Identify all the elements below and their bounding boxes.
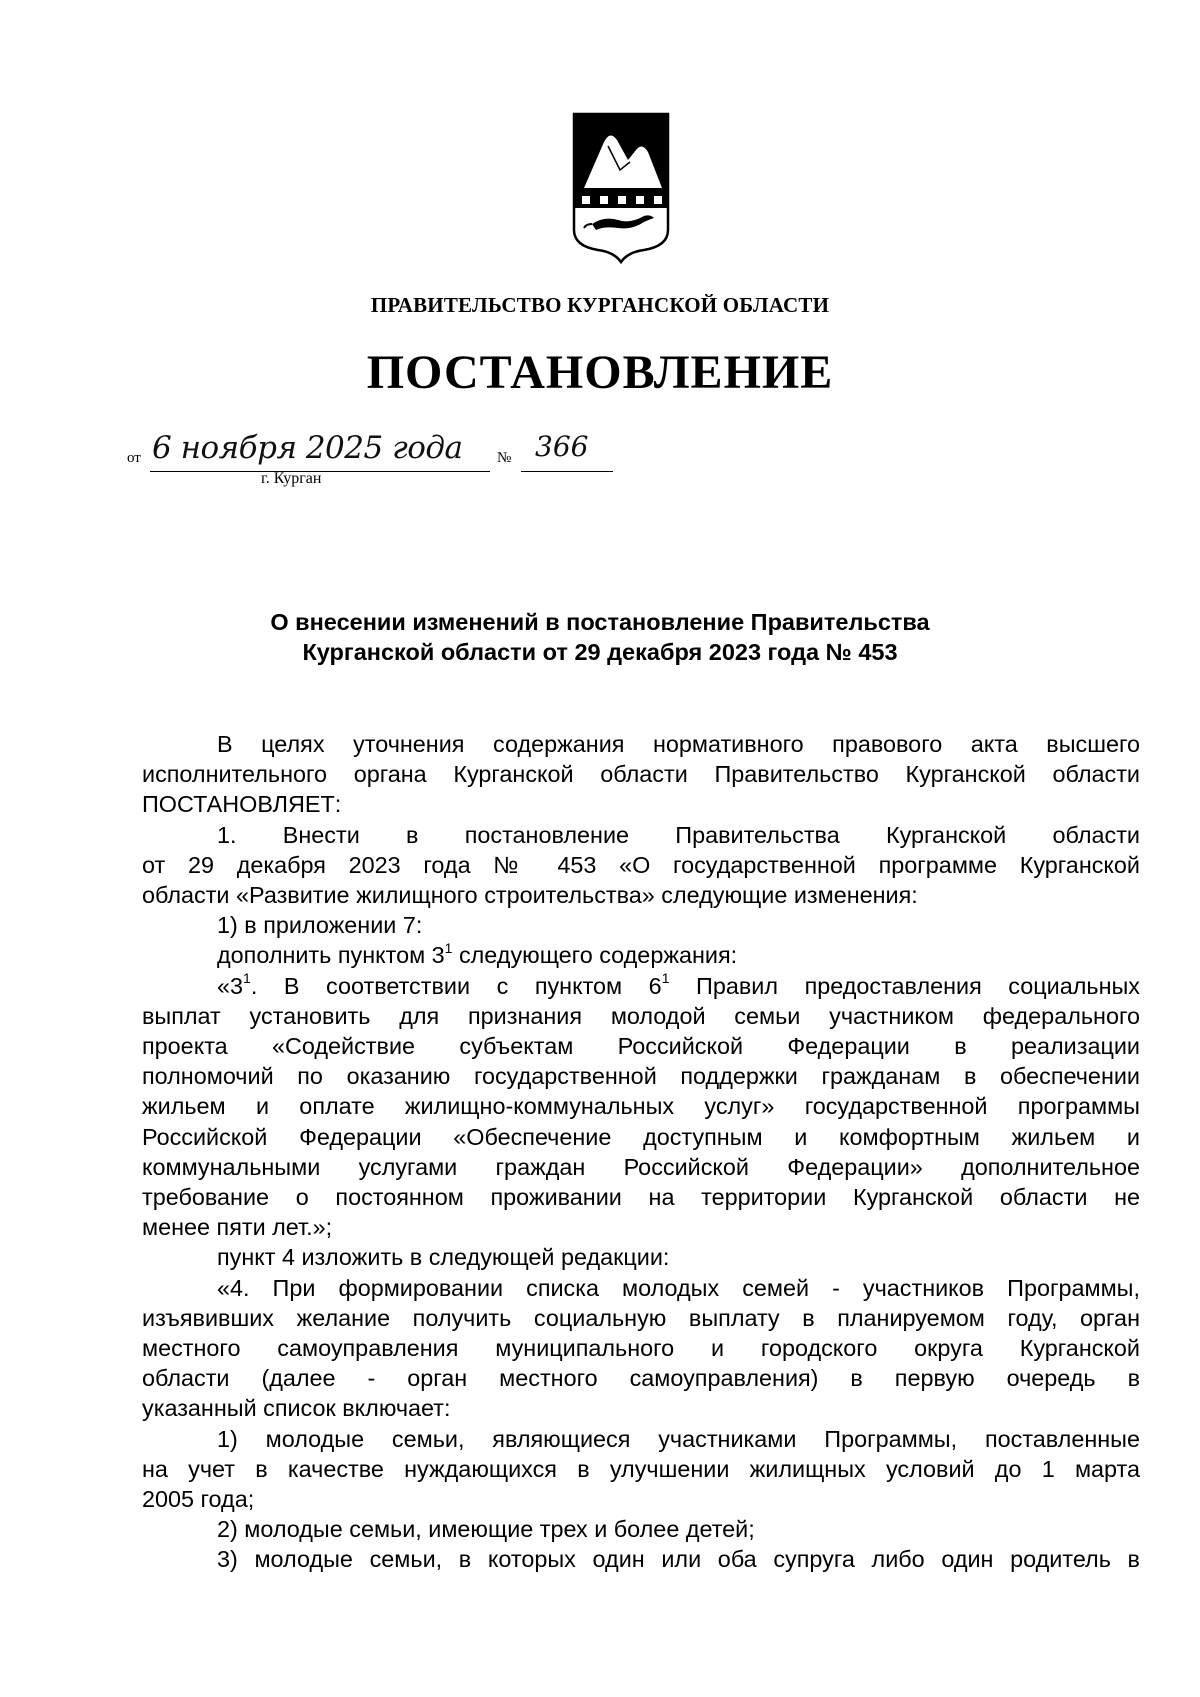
paragraph-line: исполнительного органа Курганской области Правительство Курганской области: [142, 761, 1140, 788]
handwritten-number: 366: [535, 430, 589, 463]
paragraph-line: области «Развитие жилищного строительства» следующие изменения:: [142, 882, 918, 909]
paragraph-line: 2005 года;: [142, 1486, 255, 1513]
paragraph-line: выплат установить для признания молодой семьи участником федерального: [142, 1002, 1140, 1029]
text-fragment: Правил предоставления социальных: [669, 972, 1140, 999]
text-fragment: дополнить пунктом 3: [217, 942, 445, 969]
text-fragment: следующего содержания:: [452, 942, 738, 969]
paragraph-line: указанный список включает:: [142, 1395, 451, 1422]
paragraph-line: «4. При формировании списка молодых семей - участников Программы,: [217, 1274, 1140, 1301]
date-prefix: от: [127, 450, 141, 466]
handwritten-date: 6 ноября 2025 года: [152, 430, 463, 466]
paragraph-line: от 29 декабря 2023 года № 453 «О государственной программе Курганской: [142, 851, 1140, 878]
paragraph-line: В целях уточнения содержания нормативного правового акта высшего: [217, 731, 1140, 757]
paragraph-line: на учет в качестве нуждающихся в улучшении жилищных условий до 1 марта: [142, 1455, 1140, 1482]
government-name: ПРАВИТЕЛЬСТВО КУРГАНСКОЙ ОБЛАСТИ: [370, 293, 830, 317]
paragraph-line: проекта «Содействие субъектам Российской Федерации в реализации: [142, 1033, 1140, 1060]
superscript: 1: [243, 969, 251, 986]
paragraph-line: 1) молодые семьи, являющиеся участниками Программы, поставленные: [217, 1425, 1140, 1452]
city-name: г. Курган: [261, 470, 322, 487]
number-underline: [521, 471, 613, 472]
number-sign: №: [497, 450, 512, 466]
paragraph-line: изъявивших желание получить социальную выплату в планируемом году, орган: [142, 1304, 1140, 1331]
paragraph-line: требование о постоянном проживании на территории Курганской области не: [142, 1184, 1140, 1211]
title-line-1: О внесении изменений в постановление Правительства: [270, 609, 930, 635]
text-fragment: «3: [217, 972, 244, 999]
superscript: 1: [661, 969, 670, 986]
paragraph-line: Российской Федерации «Обеспечение доступным и комфортным жильем и: [142, 1123, 1140, 1150]
paragraph-line: [142, 971, 1140, 1001]
superscript: 1: [444, 939, 453, 956]
paragraph-line: 1) в приложении 7:: [217, 912, 423, 939]
paragraph-line: [142, 940, 1140, 970]
paragraph-line: 1. Внести в постановление Правительства Курганской области: [217, 821, 1140, 848]
paragraph-line: жильем и оплате жилищно-коммунальных услуг» государственной программы: [142, 1093, 1140, 1120]
document-type: ПОСТАНОВЛЕНИЕ: [366, 346, 834, 399]
document-body: [142, 729, 1140, 1575]
paragraph-line: области (далее - орган местного самоуправления) в первую очередь в: [142, 1365, 1140, 1392]
paragraph-line: ПОСТАНОВЛЯЕТ:: [142, 791, 342, 818]
title-line-2: Курганской области от 29 декабря 2023 года № 453: [302, 639, 898, 665]
date-number-row: [0, 430, 1200, 490]
paragraph-line: 2) молодые семьи, имеющие трех и более детей;: [217, 1516, 755, 1543]
paragraph-line: полномочий по оказанию государственной поддержки гражданам в обеспечении: [142, 1063, 1140, 1090]
text-fragment: . В соответствии с пунктом 6: [250, 972, 662, 999]
paragraph-line: местного самоуправления муниципального и городского округа Курганской: [142, 1335, 1140, 1362]
document-title: [0, 607, 1200, 667]
paragraph-line: коммунальными услугами граждан Российской Федерации» дополнительное: [142, 1153, 1140, 1180]
paragraph-line: 3) молодые семьи, в которых один или оба супруга либо один родитель в: [217, 1546, 1140, 1573]
paragraph-line: менее пяти лет.»;: [142, 1214, 333, 1241]
coat-of-arms-emblem: [570, 112, 672, 264]
paragraph-line: пункт 4 изложить в следующей редакции:: [217, 1244, 670, 1271]
